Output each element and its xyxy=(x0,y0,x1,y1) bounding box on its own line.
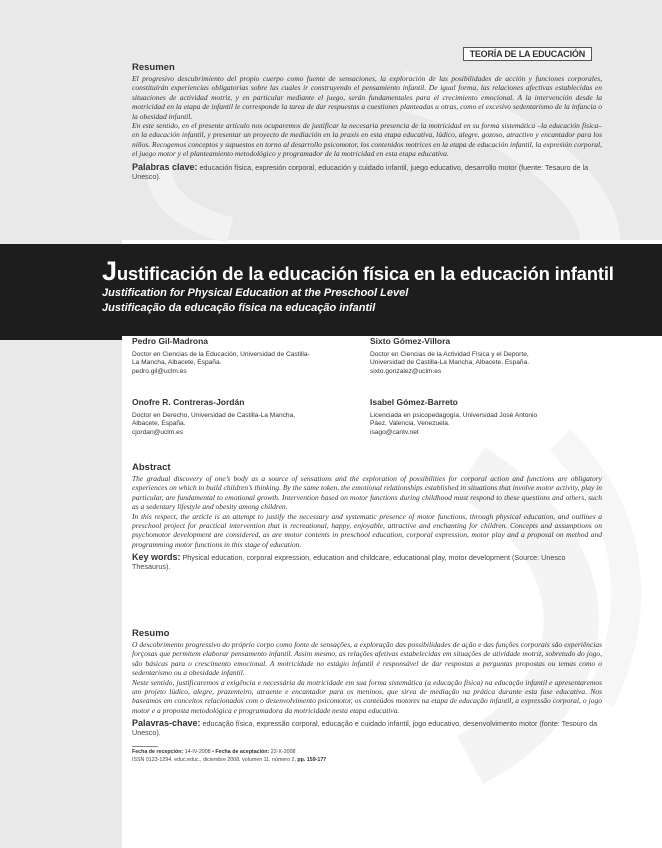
footer-rule xyxy=(132,746,158,747)
resumo-paragraph: Neste sentido, justificaremos a exigência e necessária da motricidade em sua forma sistemática (a educação física) na educação infantil e apresentaremos um projeto lúdico, alegre, prazenteiro, atraente e encantador para os meninos, que sirva de mediação na prática durante esta fase educativa. Nos baseamos em conceitos relacionados com o desenvolvimento psicomotor, os conteúdos motores na etapa de educação infantil, a expressão corporal, o jogo motor e a proposta metodológica e programadora da motricidade nesta etapa educativa. xyxy=(132,677,602,715)
footer-metadata xyxy=(132,746,602,764)
abstract-heading: Abstract xyxy=(132,462,171,473)
resumen-paragraph: En este sentido, en el presente artículo nos ocuparemos de justificar la necesaria presencia de la motricidad en su forma sistemática –la educación física– en la educación infantil, y presentar un proyecto de mediación en la praxis en esta etapa educativa, lúdico, alegre, gozoso, atractivo y encantador para los niños. Recogemos conceptos y supuestos en torno al desarrollo psicomotor, los contenidos motrices en la etapa de educación infantil, la expresión corporal, el juego motor y el planteamiento metodológico y programador de la motricidad en esta etapa educativa. xyxy=(132,121,603,159)
author-name: Isabel Gómez-Barreto xyxy=(370,397,458,407)
footer-citation: ISSN 0123-1294. educ.educ., diciembre 2008, volumen 11, número 2, pp. 159-177 xyxy=(132,756,327,763)
author-card xyxy=(132,397,362,437)
resumo-paragraph: O descobrimento progressivo do próprio corpo como fonte de sensações, a exploração das possibilidades de ação e das funções corporais são experiências forçosas que permitem elaborar pensamento infantil. Assim mesmo, as relações afetivas estabelecidas em situações de atividade motriz, sobretudo do jogo, são básicas para o crescimento emocional. A motricidade no estágio infantil é responsável de dar respostas a perguntas propostas ou temas como o sedentarismo ou a obesidade infantil. xyxy=(132,640,602,678)
author-card xyxy=(370,397,600,437)
author-card xyxy=(132,336,362,376)
author-affiliation: Doctor en Ciencias de la Educación, Universidad de Castilla- La Mancha, Albacete, España. pedro.gil@uclm.es xyxy=(132,351,310,375)
abstract-paragraph: In this respect, the article is an attempt to justify the necessary and systematic presence of motor functions, through physical education, and outlines a preschool project for practical intervention that is recreational, happy, enjoyable, attractive and enchanting for children. Concepts and assumptions on psychomotor development are considered, as are motor contents in preschool education, corporal expression, motor play and a proposal on method and programming motor functions in this stage of education. xyxy=(132,511,602,549)
keywords-label: Palavras-chave: xyxy=(132,718,201,729)
author-affiliation: Licenciada en psicopedagogía, Universidad José Antonio Páez, Valencia, Venezuela. isago@cantv.net xyxy=(370,412,538,436)
abstract-section xyxy=(132,462,602,571)
author-affiliation: Doctor en Derecho, Universidad de Castilla-La Mancha, Albacete, España. cjordan@uclm.es xyxy=(132,412,296,436)
author-email[interactable]: pedro.gil@uclm.es xyxy=(132,367,187,375)
author-affiliation: Doctor en Ciencias de la Actividad Física y el Deporte, Universidad de Castilla-La Mancha, Albacete, España. sixto.gonzalez@uclm.es xyxy=(370,351,530,375)
resumen-paragraph: El progresivo descubrimiento del propio cuerpo como fuente de sensaciones, la exploración de las posibilidades de acción y funciones corporales, constituirán experiencias obligatorias sobre las cuales ir construyendo el pensamiento infantil. De igual forma, las relaciones afectivas establecidas en situaciones de actividad motriz, y en particular mediante el juego, serán fundamentales para el crecimiento emocional. A la intervención desde la motricidad en la etapa de infantil le corresponde la tarea de dar respuestas a cuestiones planteadas u otras, como el excesivo sedentarismo de la infancia o la obesidad infantil. xyxy=(132,74,602,121)
author-email[interactable]: cjordan@uclm.es xyxy=(132,428,184,436)
footer-dates: Fecha de recepción: 14-IV-2008 • Fecha de aceptación: 22-X-2008 xyxy=(132,749,296,755)
resumo-keywords xyxy=(132,719,602,737)
resumen-heading: Resumen xyxy=(132,62,175,73)
title-band-accent xyxy=(0,336,122,340)
keywords-text: educación física, expresión corporal, educación y cuidado infantil, juego educativo, desarrollo motor (fuente: Tesauro de la Unesco). xyxy=(132,162,589,181)
keywords-text: educação física, expressão corporal, educação e cuidado infantil, jogo educativo, desenvolvimento motor (fonte: Tesouro da Unesco). xyxy=(132,719,598,738)
author-name: Onofre R. Contreras-Jordán xyxy=(132,397,245,407)
keywords-label: Key words: xyxy=(132,552,181,563)
abstract-paragraph: The gradual discovery of one’s body as a source of sensations and the exploration of possibilities for corporal action and functions are obligatory experiences on which to build children’s thinking. By the same token, the emotional relationships established in situations that involve motor activity, play in particular, are fundamental to emotional growth. Intervention based on motor functions during childhood must respond to these questions and others, such as a sedentary lifestyle and obesity among children. xyxy=(132,474,602,512)
resumen-keywords xyxy=(132,163,602,181)
title-portuguese: Justificação da educação física na educação infantil xyxy=(102,302,376,314)
keywords-label: Palabras clave: xyxy=(132,161,198,172)
resumo-section xyxy=(132,628,602,737)
title-initial: J xyxy=(102,256,117,286)
abstract-keywords xyxy=(132,553,602,571)
title-english: Justification for Physical Education at the Preschool Level xyxy=(102,287,409,299)
author-name: Pedro Gil-Madrona xyxy=(132,336,209,346)
author-card xyxy=(370,336,600,376)
resumo-heading: Resumo xyxy=(132,628,170,639)
section-tag: TEORÍA DE LA EDUCACIÓN xyxy=(463,47,592,61)
article-title xyxy=(102,256,614,287)
author-name: Sixto Gómez-Villora xyxy=(370,336,451,346)
resumen-section xyxy=(132,62,602,181)
title-text: ustificación de la educación física en la educación infantil xyxy=(116,263,614,284)
keywords-text: Physical education, corporal expression, education and childcare, educational play, motor development (Source: Unesco Thesaurus). xyxy=(132,553,566,572)
author-email[interactable]: sixto.gonzalez@uclm.es xyxy=(370,367,442,375)
author-email[interactable]: isago@cantv.net xyxy=(370,428,419,436)
